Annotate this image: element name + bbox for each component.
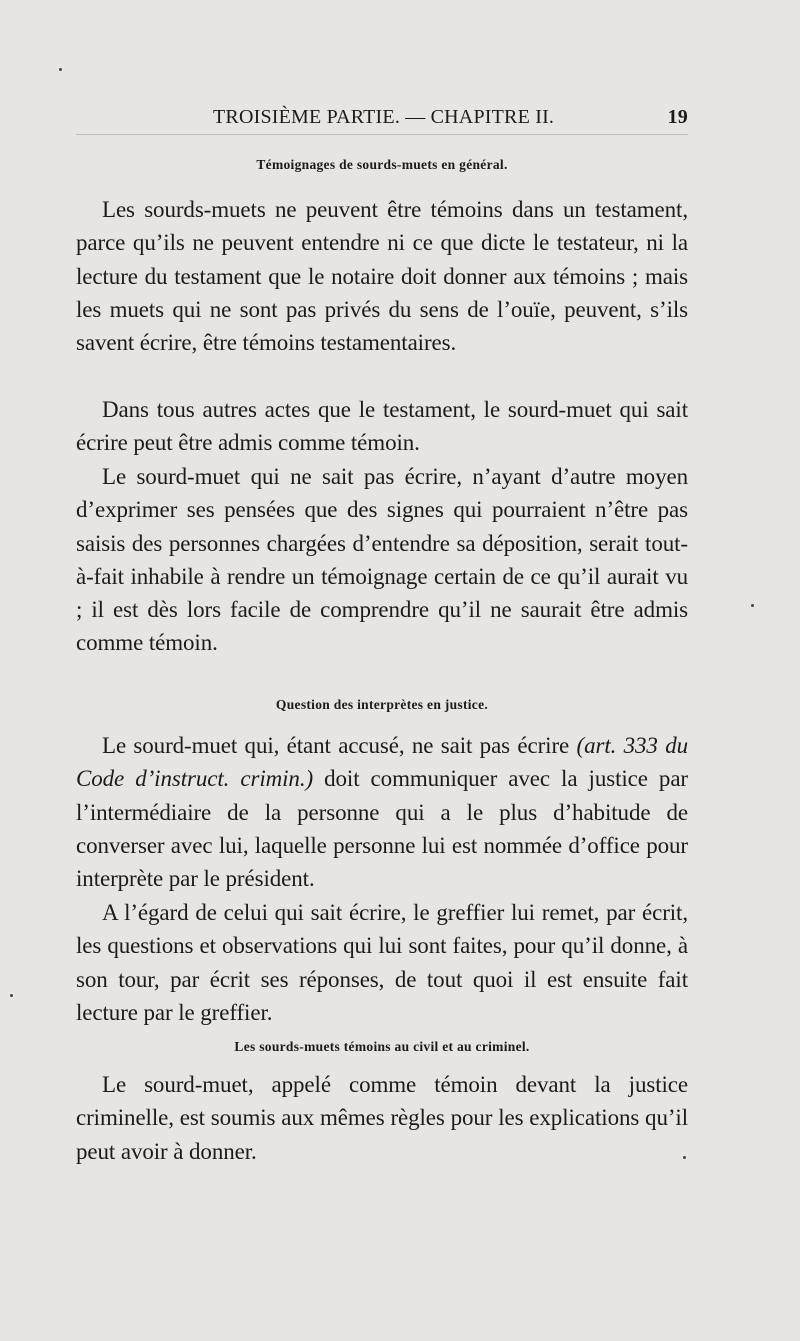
- running-head: TROISIÈME PARTIE. — CHAPITRE II.: [213, 106, 555, 128]
- paragraph-rest: doit communiquer avec la justice par l’intermédiaire de la personne qui a le plus d’habitude de converser avec lui, laquelle personne lui est nommée d’office pour interprète par le président.: [76, 766, 688, 892]
- paragraph: Les sourds-muets ne peuvent être témoins dans un testament, parce qu’ils ne peuvent entendre ni ce que dicte le testateur, ni la lecture du testament que le notaire doit donner aux témoins ; mais les muets qui ne sont pas privés du sens de l’ouïe, peuvent, s’ils savent écrire, être témoins testamentaires.: [76, 197, 688, 356]
- paragraph: [76, 729, 688, 895]
- print-speck: [59, 68, 62, 71]
- section-heading-temoignages: Témoignages de sourds-muets en général.: [256, 157, 508, 172]
- page-header: [76, 104, 688, 134]
- section-heading-civil-criminel: Les sourds-muets témoins au civil et au criminel.: [234, 1039, 530, 1054]
- paragraph: Dans tous autres actes que le testament, le sourd-muet qui sait écrire peut être admis comme témoin.: [76, 397, 688, 456]
- page-number: 19: [667, 106, 688, 128]
- section-heading-interpretes: Question des interprètes en justice.: [275, 697, 489, 712]
- paragraph: Le sourd-muet qui ne sait pas écrire, n’ayant d’autre moyen d’exprimer ses pensées que des signes qui pourraient n’être pas saisis des personnes chargées d’entendre sa déposition, serait tout-à-fait inhabile à rendre un témoignage certain de ce qu’il aurait vu ; il est dès lors facile de comprendre qu’il ne saurait être admis comme témoin.: [76, 464, 688, 656]
- print-speck: [751, 604, 754, 607]
- print-speck: [10, 994, 13, 997]
- paragraph: Le sourd-muet, appelé comme témoin devant la justice criminelle, est soumis aux mêmes règles pour les explications qu’il peut avoir à donner.: [76, 1072, 688, 1164]
- print-speck: [683, 1156, 686, 1159]
- paragraph: A l’égard de celui qui sait écrire, le greffier lui remet, par écrit, les questions et observations qui lui sont faites, pour qu’il donne, à son tour, par écrit ses réponses, de tout quoi il est ensuite fait lecture par le greffier.: [76, 900, 688, 1025]
- paragraph-lead: Le sourd-muet qui, étant accusé, ne sait pas écrire: [102, 733, 570, 758]
- header-rule: [76, 134, 688, 135]
- legal-citation: (art. 333 du Code d’instruct. crimin.): [76, 733, 688, 792]
